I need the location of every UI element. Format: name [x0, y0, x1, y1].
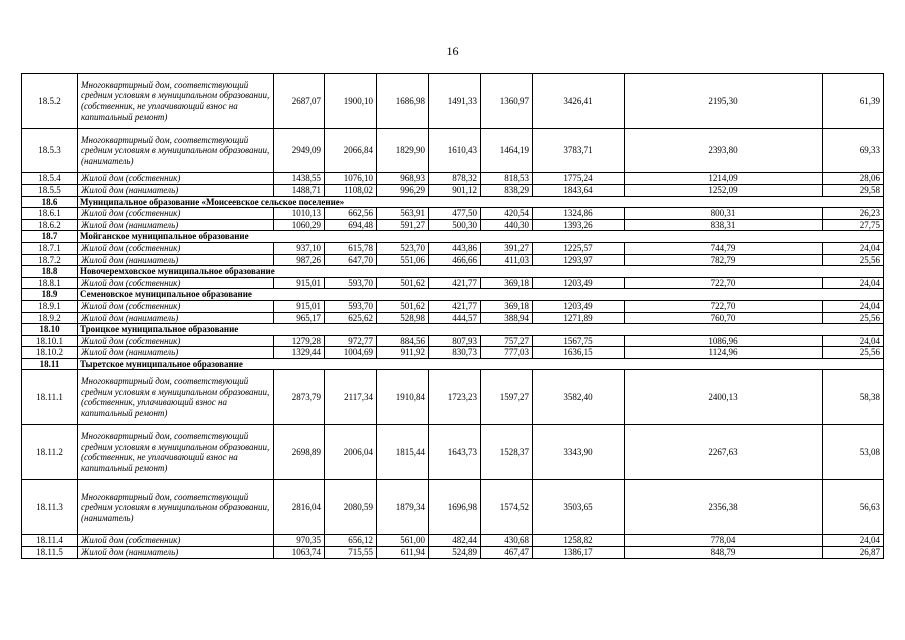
row-description: Жилой дом (собственник) [78, 208, 274, 220]
value-cell: 915,01 [274, 300, 325, 312]
value-cell: 1528,37 [481, 425, 533, 480]
value-cell: 369,18 [481, 277, 533, 289]
section-row [22, 196, 884, 208]
section-code: 18.9 [22, 289, 78, 301]
value-cell: 744,79 [625, 242, 823, 254]
value-cell: 56,63 [823, 480, 884, 535]
section-row [22, 231, 884, 243]
value-cell: 757,27 [481, 335, 533, 347]
row-code: 18.7.2 [22, 254, 78, 266]
value-cell: 611,94 [377, 547, 429, 559]
value-cell: 1324,86 [533, 208, 625, 220]
value-cell: 1252,09 [625, 184, 823, 196]
value-cell: 807,93 [429, 335, 481, 347]
row-code: 18.7.1 [22, 242, 78, 254]
value-cell: 662,56 [325, 208, 377, 220]
value-cell: 3582,40 [533, 370, 625, 425]
value-cell: 1203,49 [533, 300, 625, 312]
row-code: 18.9.1 [22, 300, 78, 312]
value-cell: 3503,65 [533, 480, 625, 535]
value-cell: 800,31 [625, 208, 823, 220]
row-description: Жилой дом (собственник) [78, 535, 274, 547]
row-description: Жилой дом (собственник) [78, 277, 274, 289]
value-cell: 26,23 [823, 208, 884, 220]
value-cell: 848,79 [625, 547, 823, 559]
row-code: 18.10.2 [22, 347, 78, 359]
value-cell: 482,44 [429, 535, 481, 547]
value-cell: 818,53 [481, 173, 533, 185]
value-cell: 421,77 [429, 277, 481, 289]
value-cell: 593,70 [325, 300, 377, 312]
value-cell: 369,18 [481, 300, 533, 312]
table-row [22, 277, 884, 289]
value-cell: 878,32 [429, 173, 481, 185]
value-cell: 1879,34 [377, 480, 429, 535]
value-cell: 551,06 [377, 254, 429, 266]
section-title: Тыретское муниципальное образование [78, 358, 884, 370]
value-cell: 25,56 [823, 254, 884, 266]
section-code: 18.8 [22, 266, 78, 278]
value-cell: 1124,96 [625, 347, 823, 359]
row-description: Жилой дом (наниматель) [78, 254, 274, 266]
section-row [22, 358, 884, 370]
value-cell: 911,92 [377, 347, 429, 359]
value-cell: 1393,26 [533, 219, 625, 231]
table-row [22, 425, 884, 480]
value-cell: 1386,17 [533, 547, 625, 559]
table-row [22, 535, 884, 547]
table-row [22, 480, 884, 535]
table-row [22, 173, 884, 185]
value-cell: 467,47 [481, 547, 533, 559]
value-cell: 1214,09 [625, 173, 823, 185]
value-cell: 1203,49 [533, 277, 625, 289]
value-cell: 715,55 [325, 547, 377, 559]
value-cell: 1610,43 [429, 129, 481, 173]
value-cell: 968,93 [377, 173, 429, 185]
value-cell: 656,12 [325, 535, 377, 547]
table-row [22, 184, 884, 196]
table-row [22, 74, 884, 129]
value-cell: 1829,90 [377, 129, 429, 173]
value-cell: 2080,59 [325, 480, 377, 535]
row-code: 18.6.2 [22, 219, 78, 231]
value-cell: 466,66 [429, 254, 481, 266]
value-cell: 647,70 [325, 254, 377, 266]
value-cell: 524,89 [429, 547, 481, 559]
value-cell: 3783,71 [533, 129, 625, 173]
value-cell: 884,56 [377, 335, 429, 347]
value-cell: 1258,82 [533, 535, 625, 547]
table-row [22, 254, 884, 266]
value-cell: 1900,10 [325, 74, 377, 129]
value-cell: 591,27 [377, 219, 429, 231]
value-cell: 440,30 [481, 219, 533, 231]
row-code: 18.5.5 [22, 184, 78, 196]
row-code: 18.11.2 [22, 425, 78, 480]
value-cell: 58,38 [823, 370, 884, 425]
row-code: 18.5.4 [22, 173, 78, 185]
row-code: 18.9.2 [22, 312, 78, 324]
value-cell: 1060,29 [274, 219, 325, 231]
section-title: Мойганское муниципальное образование [78, 231, 884, 243]
row-description: Жилой дом (наниматель) [78, 347, 274, 359]
value-cell: 1010,13 [274, 208, 325, 220]
value-cell: 3426,41 [533, 74, 625, 129]
section-row [22, 289, 884, 301]
table-row [22, 335, 884, 347]
value-cell: 1279,28 [274, 335, 325, 347]
value-cell: 1225,57 [533, 242, 625, 254]
value-cell: 1775,24 [533, 173, 625, 185]
value-cell: 1910,84 [377, 370, 429, 425]
section-title: Семеновское муниципальное образование [78, 289, 884, 301]
table-row [22, 370, 884, 425]
value-cell: 500,30 [429, 219, 481, 231]
value-cell: 838,29 [481, 184, 533, 196]
row-description: Многоквартирный дом, соответствующий средним условиям в муниципальном образовании, (собственник, не уплачивающий взнос на капитальный ремонт) [78, 74, 274, 129]
value-cell: 778,04 [625, 535, 823, 547]
value-cell: 1491,33 [429, 74, 481, 129]
value-cell: 996,29 [377, 184, 429, 196]
value-cell: 421,77 [429, 300, 481, 312]
value-cell: 501,62 [377, 277, 429, 289]
table-row [22, 242, 884, 254]
section-row [22, 324, 884, 336]
value-cell: 694,48 [325, 219, 377, 231]
value-cell: 1574,52 [481, 480, 533, 535]
row-code: 18.5.2 [22, 74, 78, 129]
value-cell: 1815,44 [377, 425, 429, 480]
value-cell: 1004,69 [325, 347, 377, 359]
value-cell: 2400,13 [625, 370, 823, 425]
value-cell: 53,08 [823, 425, 884, 480]
value-cell: 1464,19 [481, 129, 533, 173]
value-cell: 1686,98 [377, 74, 429, 129]
value-cell: 2873,79 [274, 370, 325, 425]
table-row [22, 300, 884, 312]
value-cell: 1108,02 [325, 184, 377, 196]
value-cell: 2393,80 [625, 129, 823, 173]
table-body [22, 74, 884, 559]
value-cell: 1567,75 [533, 335, 625, 347]
row-description: Жилой дом (наниматель) [78, 547, 274, 559]
value-cell: 2698,89 [274, 425, 325, 480]
value-cell: 443,86 [429, 242, 481, 254]
value-cell: 25,56 [823, 312, 884, 324]
row-description: Многоквартирный дом, соответствующий средним условиям в муниципальном образовании, (собственник, не уплачивающий взнос на капитальный ремонт) [78, 425, 274, 480]
value-cell: 69,33 [823, 129, 884, 173]
section-row [22, 266, 884, 278]
value-cell: 411,03 [481, 254, 533, 266]
section-title: Троицкое муниципальное образование [78, 324, 884, 336]
row-code: 18.11.4 [22, 535, 78, 547]
value-cell: 2195,30 [625, 74, 823, 129]
value-cell: 28,06 [823, 173, 884, 185]
value-cell: 1438,55 [274, 173, 325, 185]
value-cell: 1293,97 [533, 254, 625, 266]
value-cell: 1360,97 [481, 74, 533, 129]
value-cell: 782,79 [625, 254, 823, 266]
section-title: Муниципальное образование «Моисеевское сельское поселение» [78, 196, 884, 208]
row-code: 18.11.5 [22, 547, 78, 559]
row-description: Многоквартирный дом, соответствующий средним условиям в муниципальном образовании, (наниматель) [78, 480, 274, 535]
row-description: Жилой дом (собственник) [78, 335, 274, 347]
value-cell: 760,70 [625, 312, 823, 324]
value-cell: 1488,71 [274, 184, 325, 196]
value-cell: 29,58 [823, 184, 884, 196]
value-cell: 593,70 [325, 277, 377, 289]
row-code: 18.11.1 [22, 370, 78, 425]
table-row [22, 129, 884, 173]
value-cell: 501,62 [377, 300, 429, 312]
row-code: 18.5.3 [22, 129, 78, 173]
value-cell: 2267,63 [625, 425, 823, 480]
row-description: Жилой дом (наниматель) [78, 184, 274, 196]
value-cell: 722,70 [625, 300, 823, 312]
value-cell: 24,04 [823, 535, 884, 547]
value-cell: 965,17 [274, 312, 325, 324]
table-row [22, 347, 884, 359]
row-code: 18.8.1 [22, 277, 78, 289]
value-cell: 24,04 [823, 277, 884, 289]
row-description: Жилой дом (собственник) [78, 173, 274, 185]
value-cell: 972,77 [325, 335, 377, 347]
value-cell: 2356,38 [625, 480, 823, 535]
value-cell: 1271,89 [533, 312, 625, 324]
row-code: 18.6.1 [22, 208, 78, 220]
value-cell: 2006,04 [325, 425, 377, 480]
value-cell: 1329,44 [274, 347, 325, 359]
value-cell: 1643,73 [429, 425, 481, 480]
table-row [22, 219, 884, 231]
value-cell: 1696,98 [429, 480, 481, 535]
value-cell: 722,70 [625, 277, 823, 289]
table-row [22, 208, 884, 220]
value-cell: 830,73 [429, 347, 481, 359]
page-number: 16 [446, 44, 459, 58]
row-description: Жилой дом (наниматель) [78, 219, 274, 231]
section-code: 18.6 [22, 196, 78, 208]
value-cell: 777,03 [481, 347, 533, 359]
value-cell: 563,91 [377, 208, 429, 220]
value-cell: 2066,84 [325, 129, 377, 173]
value-cell: 915,01 [274, 277, 325, 289]
value-cell: 528,98 [377, 312, 429, 324]
row-description: Жилой дом (наниматель) [78, 312, 274, 324]
row-description: Многоквартирный дом, соответствующий средним условиям в муниципальном образовании, (собственник, уплачивающий взнос на капитальный ремонт) [78, 370, 274, 425]
row-description: Жилой дом (собственник) [78, 300, 274, 312]
value-cell: 625,62 [325, 312, 377, 324]
value-cell: 987,26 [274, 254, 325, 266]
tariff-table [21, 73, 884, 559]
value-cell: 2816,04 [274, 480, 325, 535]
row-code: 18.10.1 [22, 335, 78, 347]
value-cell: 1597,27 [481, 370, 533, 425]
section-code: 18.10 [22, 324, 78, 336]
value-cell: 24,04 [823, 300, 884, 312]
value-cell: 420,54 [481, 208, 533, 220]
row-description: Жилой дом (собственник) [78, 242, 274, 254]
value-cell: 388,94 [481, 312, 533, 324]
value-cell: 24,04 [823, 242, 884, 254]
value-cell: 561,00 [377, 535, 429, 547]
value-cell: 430,68 [481, 535, 533, 547]
value-cell: 1723,23 [429, 370, 481, 425]
value-cell: 615,78 [325, 242, 377, 254]
value-cell: 838,31 [625, 219, 823, 231]
value-cell: 2949,09 [274, 129, 325, 173]
value-cell: 937,10 [274, 242, 325, 254]
value-cell: 1843,64 [533, 184, 625, 196]
value-cell: 24,04 [823, 335, 884, 347]
value-cell: 61,39 [823, 74, 884, 129]
value-cell: 3343,90 [533, 425, 625, 480]
value-cell: 1063,74 [274, 547, 325, 559]
value-cell: 1086,96 [625, 335, 823, 347]
table-row [22, 312, 884, 324]
value-cell: 523,70 [377, 242, 429, 254]
value-cell: 444,57 [429, 312, 481, 324]
value-cell: 2117,34 [325, 370, 377, 425]
section-code: 18.7 [22, 231, 78, 243]
value-cell: 1076,10 [325, 173, 377, 185]
value-cell: 901,12 [429, 184, 481, 196]
value-cell: 1636,15 [533, 347, 625, 359]
value-cell: 26,87 [823, 547, 884, 559]
value-cell: 2687,07 [274, 74, 325, 129]
row-code: 18.11.3 [22, 480, 78, 535]
row-description: Многоквартирный дом, соответствующий средним условиям в муниципальном образовании, (наниматель) [78, 129, 274, 173]
value-cell: 477,50 [429, 208, 481, 220]
value-cell: 391,27 [481, 242, 533, 254]
section-code: 18.11 [22, 358, 78, 370]
table-row [22, 547, 884, 559]
value-cell: 970,35 [274, 535, 325, 547]
value-cell: 25,56 [823, 347, 884, 359]
section-title: Новочеремховское муниципальное образование [78, 266, 884, 278]
value-cell: 27,75 [823, 219, 884, 231]
